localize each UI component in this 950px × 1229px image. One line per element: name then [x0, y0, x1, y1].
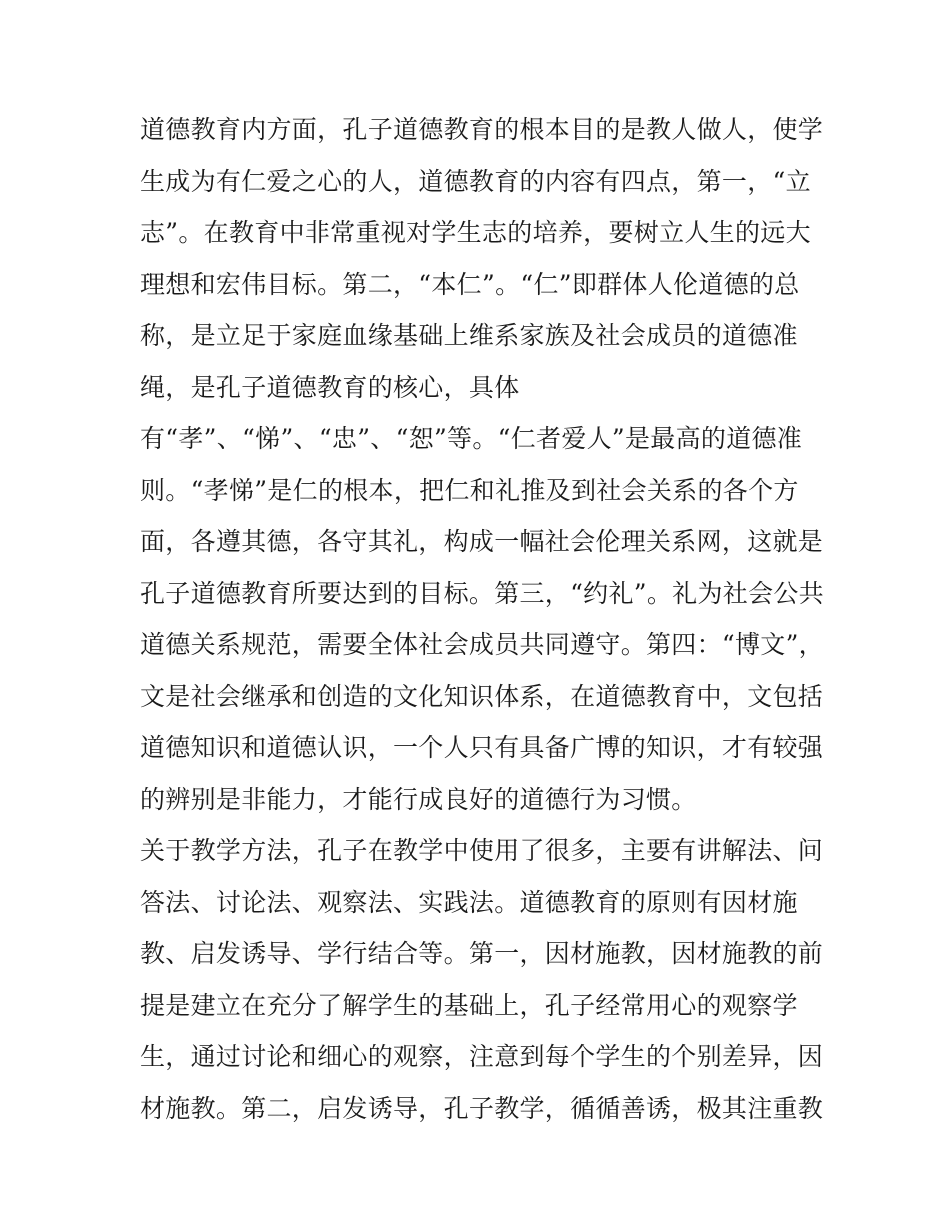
text-line-4: 理想和宏伟目标。第二，“本仁”。“仁”即群体人伦道德的总 [140, 269, 800, 299]
text-line-19: 生，通过讨论和细心的观察，注意到每个学生的个别差异，因 [140, 1042, 824, 1071]
text-line-15: 关于教学方法，孔子在教学中使用了很多，主要有讲解法、问 [140, 836, 824, 865]
text-line-9: 面，各遵其德，各守其礼，构成一幅社会伦理关系网，这就是 [140, 527, 824, 556]
text-line-14: 的辨别是非能力，才能行成良好的道德行为习惯。 [140, 784, 697, 814]
text-line-13: 道德知识和道德认识，一个人只有具备广博的知识，才有较强 [140, 733, 824, 762]
text-line-8: 则。“孝悌”是仁的根本，把仁和礼推及到社会关系的各个方 [140, 475, 799, 505]
text-line-3: 志”。在教育中非常重视对学生志的培养，要树立人生的远大 [140, 218, 811, 247]
text-line-5: 称，是立足于家庭血缘基础上维系家族及社会成员的道德准 [140, 321, 798, 350]
text-line-16: 答法、讨论法、观察法、实践法。道德教育的原则有因材施 [140, 887, 798, 917]
text-line-17: 教、启发诱导、学行结合等。第一，因材施教，因材施教的前 [140, 939, 824, 968]
text-line-10: 孔子道德教育所要达到的目标。第三，“约礼”。礼为社会公共 [140, 578, 824, 608]
text-line-6: 绳，是孔子道德教育的核心，具体 [140, 372, 520, 402]
text-line-2: 生成为有仁爱之心的人，道德教育的内容有四点，第一，“立 [140, 166, 811, 196]
text-line-11: 道德关系规范，需要全体社会成员共同遵守。第四：“博文”， [140, 630, 824, 659]
text-line-1: 道德教育内方面，孔子道德教育的根本目的是教人做人，使学 [140, 115, 824, 144]
text-line-20: 材施教。第二，启发诱导，孔子教学，循循善诱，极其注重教 [140, 1093, 824, 1123]
text-line-18: 提是建立在充分了解学生的基础上，孔子经常用心的观察学 [140, 990, 798, 1020]
text-line-7: 有“孝”、“悌”、“忠”、“恕”等。“仁者爱人”是最高的道德准 [140, 424, 803, 453]
text-line-12: 文是社会继承和创造的文化知识体系，在道德教育中，文包括 [140, 681, 824, 711]
body-text [140, 104, 824, 1134]
